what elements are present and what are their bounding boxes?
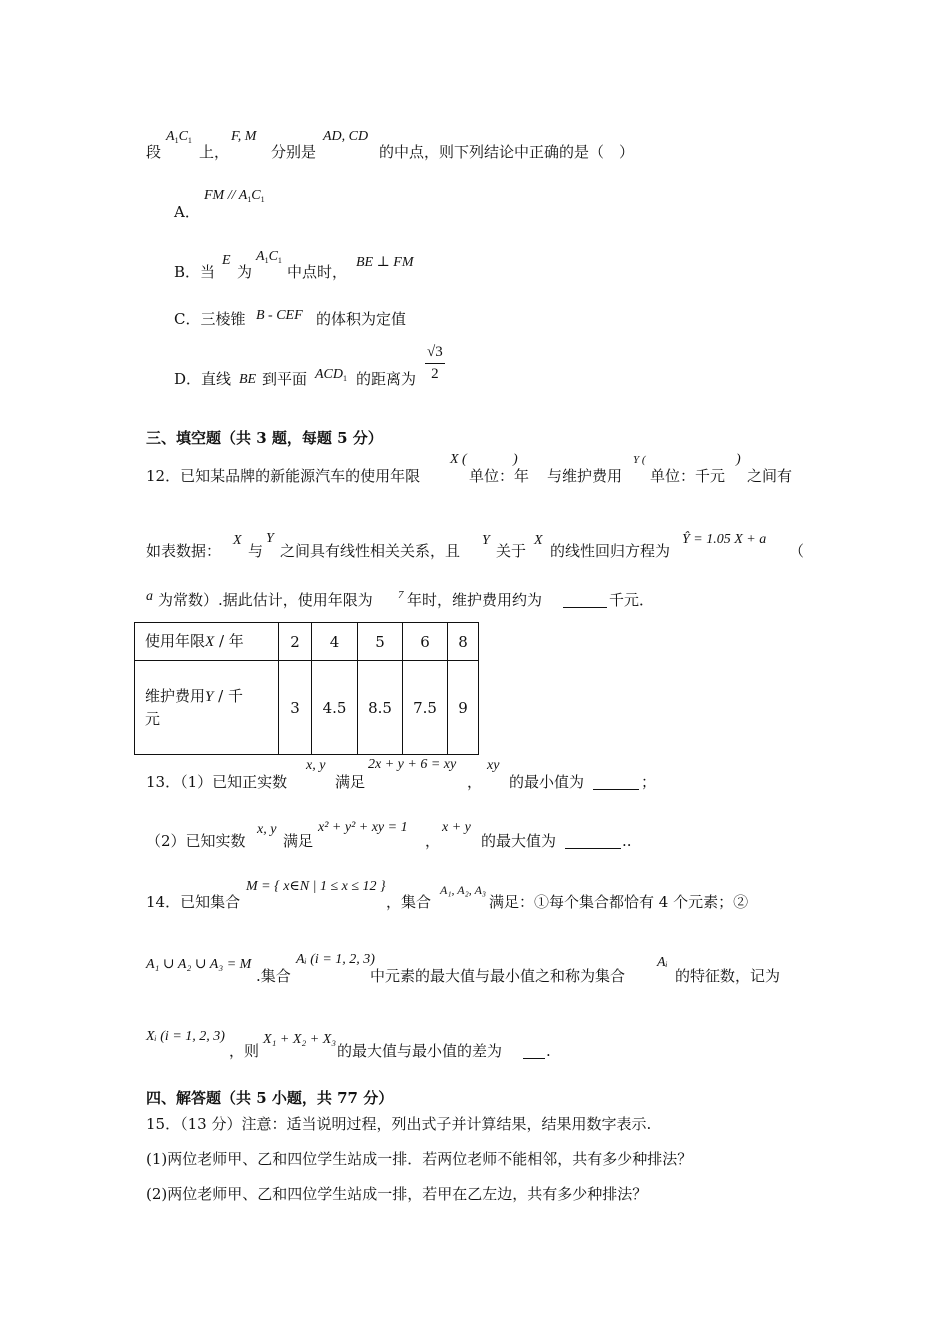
q13-math: x, y [257,822,277,837]
cell-var: Y [205,688,214,705]
q12-text: 与 [248,542,264,560]
q12-text: 之间有 [747,467,793,485]
q14-text: 14．已知集合 [146,893,241,911]
q12-math: X [534,533,543,548]
q11-text: 分别是 [271,143,317,161]
table-cell: 9 [448,661,479,755]
cell-unit: 元 [145,710,161,728]
table-cell: 6 [403,623,448,661]
q13-math: xy [487,758,500,773]
cell-unit: / 千 [213,686,243,705]
q13-text: （2）已知实数 [146,832,246,850]
q13-math: x + y [442,820,471,835]
q14-text: . [546,1042,551,1060]
q12-data-table [134,622,479,755]
math-fm-parallel: FM // A [204,188,248,203]
q13-math: x, y [306,758,326,773]
q11-math-fm: F, M [231,129,257,144]
option-c-math: B - CEF [256,308,303,323]
q12-text: 单位：年 [469,467,530,485]
q12-math-y: Y ( [633,454,646,466]
q12-text: 与维护费用 [547,467,623,485]
q12-math: Y [266,531,274,546]
table-cell: 7.5 [403,661,448,755]
option-d-math-acd1: $ACD_1$ [315,367,347,383]
table-cell: 8 [448,623,479,661]
option-b-math-a1c1: $A_1C_1$ [256,249,282,265]
q13-text: ， [425,832,441,850]
q12-math: Y [482,533,490,548]
math-a: A [256,249,265,264]
q14-text: .集合 [256,967,291,985]
q14-text: ，则 [229,1042,260,1060]
cell-label: 维护费用 [145,686,206,705]
q14-text: 满足：①每个集合都恰有 4 个元素；② [489,893,749,911]
table-row [135,623,479,661]
q14-answer-blank[interactable] [523,1044,545,1059]
q11-text: 上， [199,143,230,161]
q13-math-equation: 2x + y + 6 = xy [368,757,457,772]
q11-math-segment: $A_1C_1$ [166,129,192,145]
math-c: C [178,129,188,144]
q12-text: （ [789,542,805,560]
table-cell: 4 [312,623,358,661]
q14-math: Aᵢ [657,955,668,970]
q14-math-set-m: M = { x∈N | 1 ≤ x ≤ 12 } [246,879,386,894]
table-header-cell [135,623,279,661]
table-cell: 4.5 [312,661,358,755]
q12-answer-blank[interactable] [563,593,607,608]
q13-text: 满足 [283,832,314,850]
option-b-text: 中点时， [287,263,348,281]
q13-text: 满足 [335,773,366,791]
cell-label: 使用年限 [145,631,206,650]
q13-answer-blank-1[interactable] [593,775,639,790]
q13-math-equation: x² + y² + xy = 1 [318,820,408,835]
cell-unit: / 年 [214,631,244,650]
math-a: A [166,129,175,144]
q12-text: 之间具有线性相关关系，且 [280,542,461,560]
q13-text: 的最小值为 [509,773,585,791]
q14-math: Xᵢ (i = 1, 2, 3) [146,1029,225,1044]
table-cell: 5 [358,623,403,661]
q13-text: ； [641,773,657,791]
option-b-math-e: E [222,253,231,268]
option-d-text: 的距离为 [356,370,417,388]
section-3-title: 三、填空题（共 3 题，每题 5 分） [146,429,383,447]
q12-text: 单位：千元 [650,467,726,485]
option-b-math-perp: BE ⊥ FM [356,255,414,270]
option-c-label: C．三棱锥 [174,310,246,328]
math-c: C [251,188,261,203]
q13-answer-blank-2[interactable] [565,834,621,849]
fraction-denominator: 2 [431,366,439,382]
q14-text: 中元素的最大值与最小值之和称为集合 [370,967,626,985]
q12-math: X [233,533,242,548]
q13-text: ， [467,773,483,791]
table-cell: 2 [279,623,312,661]
q11-math-adcd: AD, CD [323,129,369,144]
q11-question: 的中点，则下列结论中正确的是（ ） [379,143,635,161]
option-d-math-be: BE [239,372,257,387]
option-c-text: 的体积为定值 [316,310,407,328]
q14-math-union: A₁ ∪ A₂ ∪ A₃ = M [146,957,252,972]
q12-text: 如表数据： [146,542,222,560]
math-acd: ACD [315,367,343,382]
q14-text: ，集合 [386,893,432,911]
q14-text: 的特征数，记为 [675,967,781,985]
option-d-text: 到平面 [262,370,308,388]
q13-text: 13．（1）已知正实数 [146,773,288,791]
q15-part-2: (2)两位老师甲、乙和四位学生站成一排，若甲在乙左边，共有多少种排法？ [146,1185,648,1203]
q11-text: 段 [146,143,162,161]
q12-math-x-close: ) [513,452,518,467]
q15-intro: 15．（13 分）注意：适当说明过程，列出式子并计算结果，结果用数字表示. [146,1115,652,1133]
q13-text: .. [622,832,632,850]
math-c: C [268,249,278,264]
table-cell: 8.5 [358,661,403,755]
q12-text: 12．已知某品牌的新能源汽车的使用年限 [146,467,421,485]
q12-text: 千元． [609,591,655,609]
q12-text: 年时，维护费用约为 [407,591,543,609]
option-b-label: B．当 [174,263,216,281]
option-a-math: FM // $A_1C_1$ [204,188,265,204]
q12-text: 的线性回归方程为 [550,542,671,560]
q13-text: 的最大值为 [481,832,557,850]
table-cell: 3 [279,661,312,755]
table-header-cell [135,661,279,755]
q12-regression-equation: Ŷ = 1.05 X + a [682,532,767,547]
q12-math: a [146,589,153,604]
option-a-label: A． [174,203,200,221]
option-b-text: 为 [237,263,253,281]
fraction-numerator: √3 [425,345,445,364]
q14-math: A₁, A₂, A₃ [440,883,487,897]
option-d-label: D．直线 [174,370,232,388]
section-4-title: 四、解答题（共 5 小题，共 77 分） [146,1089,394,1107]
q12-math-x: X ( [450,452,467,467]
cell-var: X [205,633,215,650]
q12-text: 为常数）.据此估计，使用年限为 [158,591,373,609]
q14-math: Aᵢ (i = 1, 2, 3) [296,952,375,967]
q14-text: 的最大值与最小值的差为 [337,1042,503,1060]
table-row [135,661,479,755]
q12-math: 7 [398,589,404,601]
q14-math-sum: X₁ + X₂ + X₃ [263,1032,337,1047]
q12-math-y-close: ) [736,452,741,467]
q12-text: 关于 [496,542,527,560]
option-d-fraction [425,345,445,382]
q15-part-1: (1)两位老师甲、乙和四位学生站成一排．若两位老师不能相邻，共有多少种排法？ [146,1150,693,1168]
